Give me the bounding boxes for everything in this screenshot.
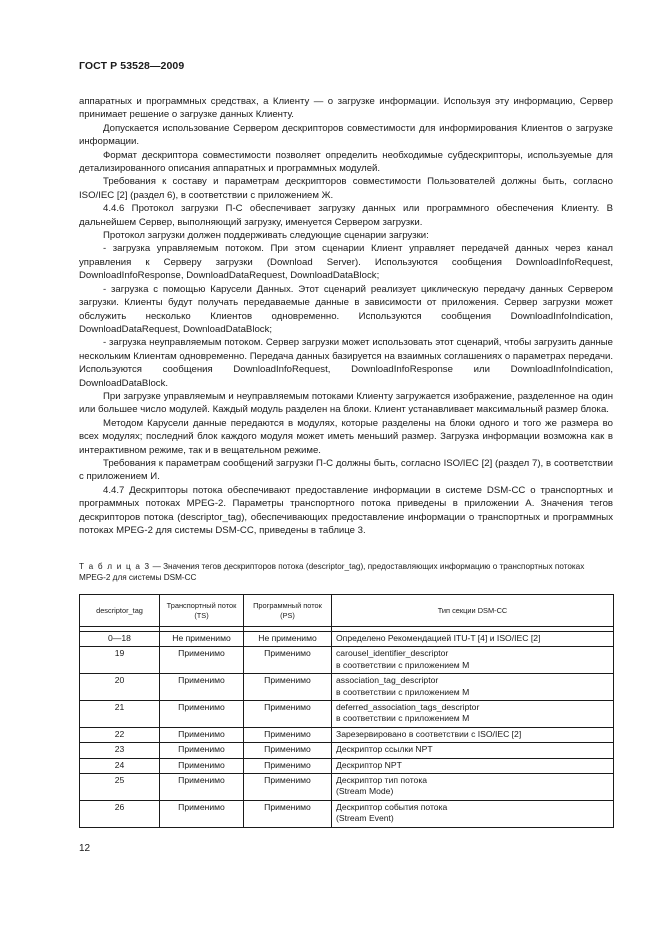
ts-cell: Не применимо xyxy=(160,632,244,647)
ps-cell: Применимо xyxy=(244,701,332,728)
type-line: Дескриптор тип потока xyxy=(336,775,428,786)
table-caption-text: — Значения тегов дескрипторов потока (descriptor_tag), предоставляющих информацию о транспортных потоках MPEG-2 для системы DSM-CC xyxy=(79,562,585,583)
tag-cell: 24 xyxy=(80,758,160,773)
paragraph: Формат дескриптора совместимости позволяет определить необходимые субдескрипторы, используемые для детализированного описания аппаратных и программных модулей. xyxy=(79,149,613,175)
tag-cell: 25 xyxy=(80,774,160,801)
ps-cell: Применимо xyxy=(244,774,332,801)
column-header: Транспортный поток (TS) xyxy=(160,595,244,627)
type-cell xyxy=(332,774,614,801)
type-cell xyxy=(332,727,614,742)
ps-cell: Применимо xyxy=(244,647,332,674)
column-header: Программный поток (PS) xyxy=(244,595,332,627)
tag-cell: 19 xyxy=(80,647,160,674)
type-line: Дескриптор NPT xyxy=(336,759,402,770)
paragraph: Методом Карусели данные передаются в модулях, которые разделены на блоки одного и того же размера во всех модулях; последний блок каждого модуля может иметь меньший размер. Загрузка информации возможна как в интерактивном режиме, так и в вещательном режиме. xyxy=(79,417,613,456)
table-row xyxy=(80,674,614,701)
table-caption xyxy=(79,561,613,583)
type-line-2: в соответствии с приложением М xyxy=(336,713,470,724)
ts-cell: Применимо xyxy=(160,647,244,674)
type-line: association_tag_descriptor xyxy=(336,675,439,686)
ts-cell: Применимо xyxy=(160,774,244,801)
type-cell xyxy=(332,701,614,728)
list-item: - загрузка неуправляемым потоком. Сервер загрузки может использовать этот сценарий, чтобы загрузить данные нескольким Клиентам одновременно. Передача данных базируется на взаимных соглашениях о параметрах передачи. Используются сообщения DownloadInfoRequest, DownloadInfoResponse или DownloadInfoIndication, DownloadDataBlock. xyxy=(79,337,613,389)
paragraph: Требования к составу и параметрам дескрипторов совместимости Пользователей должны быть, согласно ISO/IEC [2] (раздел 6), в соответствии с приложением Ж. xyxy=(79,176,613,201)
list-item: - загрузка с помощью Карусели Данных. Этот сценарий реализует циклическую передачу данных Сервером загрузки. Клиенты будут получать передаваемые данные в зависимости от приложения. Сервер загрузки может обслужить несколько Клиентов одновременно. Используются сообщения DownloadInfoIndication, DownloadDataRequest, DownloadDataBlock; xyxy=(79,283,613,335)
type-cell xyxy=(332,758,614,773)
table-row xyxy=(80,727,614,742)
type-line: deferred_association_tags_descriptor xyxy=(336,702,480,713)
paragraph: аппаратных и программных средствах, а Клиенту — о загрузке информации. Используя эту информацию, Сервер принимает решение о загрузке данных Клиенту. xyxy=(79,96,613,121)
table-row xyxy=(80,758,614,773)
body-text xyxy=(79,95,613,537)
table-caption-label: Т а б л и ц а 3 xyxy=(79,562,151,571)
ts-cell: Применимо xyxy=(160,743,244,758)
paragraph: Требования к параметрам сообщений загрузки П-С должны быть, согласно ISO/IEC [2] (раздел 7), в соответствии с приложением И. xyxy=(79,457,613,483)
section-4-4-6: 4.4.6 Протокол загрузки П-С обеспечивает загрузку данных или программного обеспечения Клиенту. В дальнейшем Сервер, выполняющий загрузку, именуется Сервером загрузки. xyxy=(79,203,613,228)
ps-cell: Применимо xyxy=(244,743,332,758)
page-number: 12 xyxy=(79,843,91,854)
type-line-2: (Stream Mode) xyxy=(336,786,394,797)
tag-cell: 26 xyxy=(80,800,160,827)
type-line: carousel_identifier_descriptor xyxy=(336,648,449,659)
paragraph: Протокол загрузки должен поддерживать следующие сценарии загрузки: xyxy=(103,230,429,242)
tag-cell: 22 xyxy=(80,727,160,742)
type-line-2: (Stream Event) xyxy=(336,813,394,824)
document-header: ГОСТ Р 53528—2009 xyxy=(79,60,185,72)
ps-cell: Применимо xyxy=(244,727,332,742)
list-item: - загрузка управляемым потоком. При этом сценарии Клиент управляет передачей данных через канал управления к Серверу загрузки (Download Server). Используются сообщения DownloadInfoRequest, DownloadInfoResponse, DownloadDataRequest, DownloadDataBlock; xyxy=(79,243,613,282)
ps-cell: Не применимо xyxy=(244,632,332,647)
column-header: descriptor_tag xyxy=(80,595,160,627)
column-header: Тип секции DSM-CC xyxy=(332,595,614,627)
type-cell xyxy=(332,743,614,758)
table-row xyxy=(80,632,614,647)
type-cell xyxy=(332,800,614,827)
ts-cell: Применимо xyxy=(160,674,244,701)
table-row xyxy=(80,701,614,728)
type-line-2: в соответствии с приложением М xyxy=(336,686,470,697)
tag-cell: 0—18 xyxy=(80,632,160,647)
type-line: Дескриптор ссылки NPT xyxy=(336,744,433,755)
ts-cell: Применимо xyxy=(160,727,244,742)
type-cell xyxy=(332,647,614,674)
table-row xyxy=(80,774,614,801)
tag-cell: 21 xyxy=(80,701,160,728)
tag-cell: 23 xyxy=(80,743,160,758)
type-cell xyxy=(332,674,614,701)
table-row xyxy=(80,647,614,674)
type-cell xyxy=(332,632,614,647)
section-4-4-7: 4.4.7 Дескрипторы потока обеспечивают предоставление информации в системе DSM-CC о транспортных и программных потоках MPEG-2. Параметры транспортного потока приведены в приложении А. Значения тегов дескрипторов потока (descriptor_tag), обеспечивающих предоставление информации о транспортных и программных потоках MPEG-2 для системы DSM-CC, приведены в таблице 3. xyxy=(79,484,613,536)
type-line: Зарезервировано в соответствии с ISO/IEC [2] xyxy=(336,728,522,739)
ps-cell: Применимо xyxy=(244,674,332,701)
paragraph: При загрузке управляемым и неуправляемым потоками Клиенту загружается изображение, разделенное на один или большее число модулей. Каждый модуль разделен на блоки. Клиент устанавливает максимальный размер блока. xyxy=(79,390,613,416)
ps-cell: Применимо xyxy=(244,758,332,773)
tag-cell: 20 xyxy=(80,674,160,701)
ts-cell: Применимо xyxy=(160,701,244,728)
type-line-2: в соответствии с приложением М xyxy=(336,659,470,670)
ts-cell: Применимо xyxy=(160,800,244,827)
table-row xyxy=(80,800,614,827)
type-line: Определено Рекомендацией ITU-T [4] и ISO/IEC [2] xyxy=(336,633,541,643)
descriptor-table xyxy=(79,594,614,828)
ts-cell: Применимо xyxy=(160,758,244,773)
table-row xyxy=(80,743,614,758)
table-header-row xyxy=(80,595,614,627)
paragraph: Допускается использование Сервером дескрипторов совместимости для информирования Клиентов о загрузке информации. xyxy=(79,122,613,148)
ps-cell: Применимо xyxy=(244,800,332,827)
type-line: Дескриптор события потока xyxy=(336,801,448,812)
